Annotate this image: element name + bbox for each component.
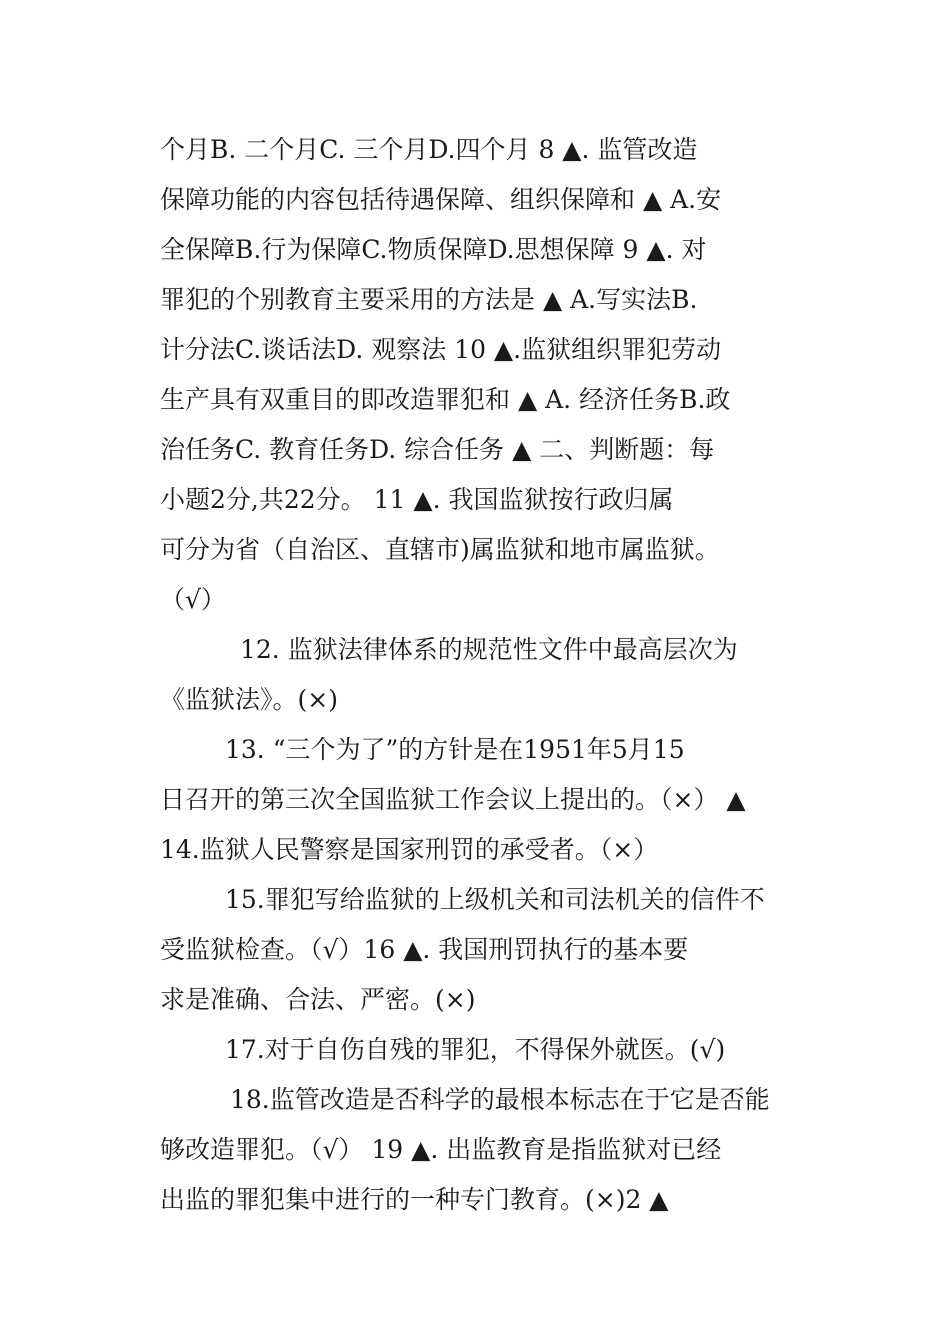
text-line: 15.罪犯写给监狱的上级机关和司法机关的信件不 [225,885,765,914]
text-line: 受监狱检查。（√）16 ▲. 我国刑罚执行的基本要 [160,935,689,964]
text-line: 18.监管改造是否科学的最根本标志在于它是否能 [230,1085,770,1114]
text-line: 治任务C. 教育任务D. 综合任务 ▲ 二、判断题：每 [160,435,715,464]
text-line: 保障功能的内容包括待遇保障、组织保障和 ▲ A.安 [160,185,722,214]
text-line: （√） [160,585,226,614]
text-line: 《监狱法》。(×) [160,685,338,714]
text-line: 计分法C.谈话法D. 观察法 10 ▲.监狱组织罪犯劳动 [160,335,722,364]
text-line: 生产具有双重目的即改造罪犯和 ▲ A. 经济任务B.政 [160,385,731,414]
text-line: 个月B. 二个月C. 三个月D.四个月 8 ▲. 监管改造 [160,135,698,164]
text-line: 出监的罪犯集中进行的一种专门教育。(×)2 ▲ [160,1185,669,1214]
text-line: 14.监狱人民警察是国家刑罚的承受者。（×） [160,835,659,864]
text-line: 日召开的第三次全国监狱工作会议上提出的。（×） ▲ [160,785,746,814]
text-line: 13. “三个为了”的方针是在1951年5月15 [225,735,685,764]
text-line: 求是准确、合法、严密。(×) [160,985,476,1014]
text-line: 12. 监狱法律体系的规范性文件中最高层次为 [240,635,738,664]
text-line: 小题2分,共22分。 11 ▲. 我国监狱按行政归属 [160,485,674,514]
text-line: 罪犯的个别教育主要采用的方法是 ▲ A.写实法B. [160,285,698,314]
text-line: 可分为省（自治区、直辖市)属监狱和地市属监狱。 [160,535,720,564]
text-line: 17.对于自伤自残的罪犯，不得保外就医。(√) [225,1035,726,1064]
text-line: 全保障B.行为保障C.物质保障D.思想保障 9 ▲. 对 [160,235,707,264]
text-line: 够改造罪犯。（√） 19 ▲. 出监教育是指监狱对已经 [160,1135,722,1164]
